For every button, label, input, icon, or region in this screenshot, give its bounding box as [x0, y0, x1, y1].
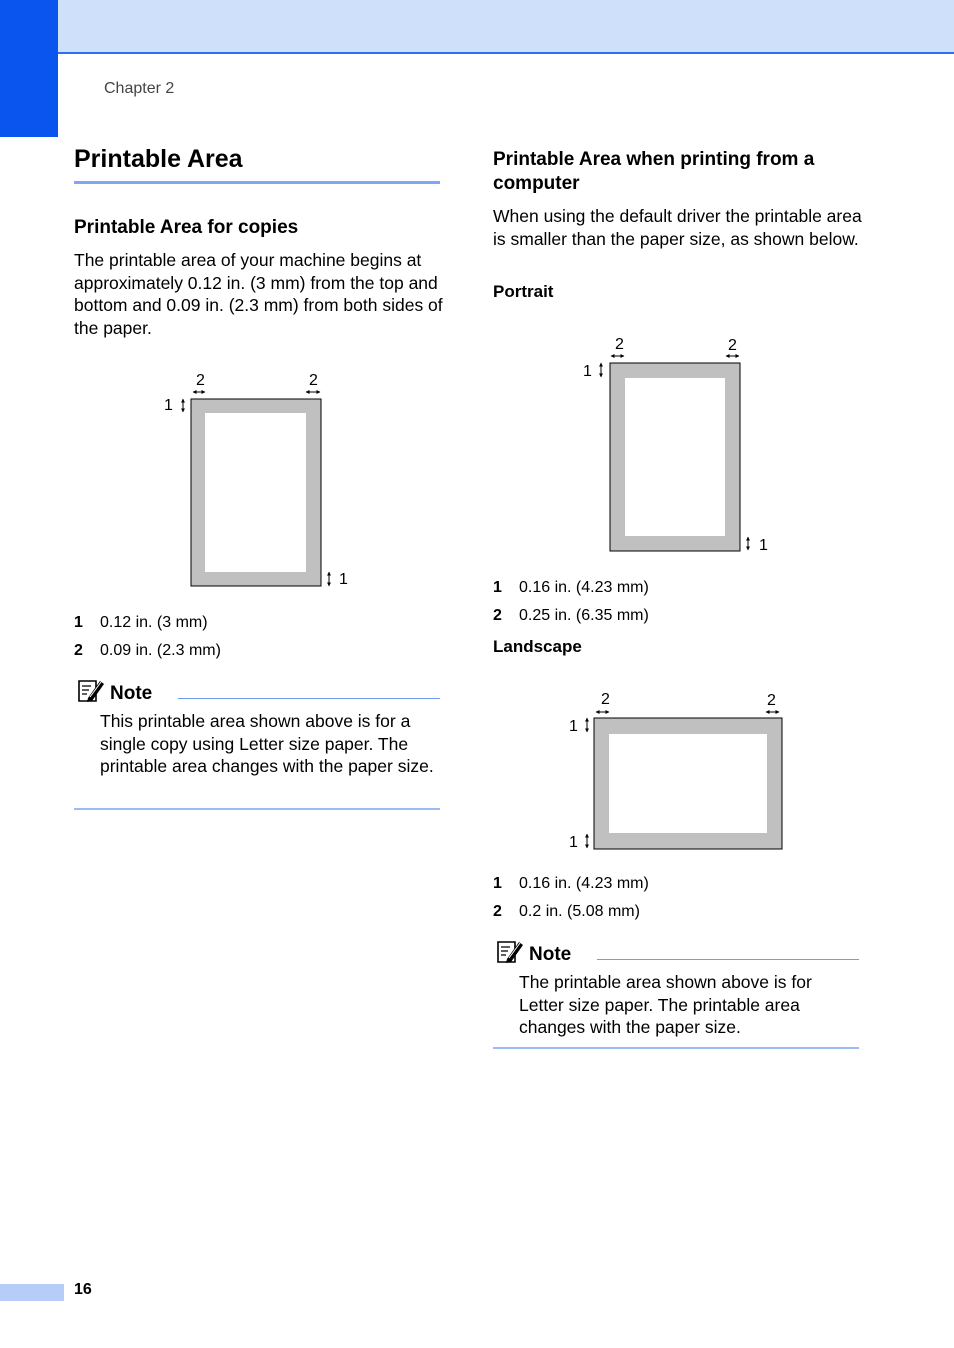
note-text: The printable area shown above is for Letter size paper. The printable area changes with the paper size.: [519, 972, 812, 1037]
computer-heading: Printable Area when printing from a computer: [493, 149, 815, 194]
note-bottom-rule: [74, 808, 440, 810]
note-pencil-icon: [495, 938, 525, 966]
callout-2-left: 2: [601, 691, 610, 708]
note-text: This printable area shown above is for a single copy using Letter size paper. The printable area changes with the paper size.: [100, 711, 434, 776]
legend-item: 2 0.2 in. (5.08 mm): [493, 903, 640, 920]
computer-body: When using the default driver the printable area is smaller than the paper size, as shown below.: [493, 206, 862, 249]
note-rule: [597, 959, 859, 960]
callout-2-left: 2: [615, 336, 624, 353]
callout-1-bottom: 1: [339, 571, 348, 588]
note-pencil-icon: [76, 677, 106, 705]
callout-1-bottom: 1: [569, 834, 578, 851]
chapter-label: Chapter 2: [104, 80, 175, 97]
callout-2-right: 2: [767, 692, 776, 709]
portrait-diagram: [570, 328, 790, 564]
title-rule: [74, 181, 440, 184]
page-title: Printable Area: [74, 145, 243, 173]
legend-item: 1 0.16 in. (4.23 mm): [493, 875, 649, 892]
legend-item: 1 0.12 in. (3 mm): [74, 614, 208, 631]
callout-2-right: 2: [309, 372, 318, 389]
portrait-label: Portrait: [493, 282, 554, 301]
copies-body: The printable area of your machine begins at approximately 0.12 in. (3 mm) from the top and bottom and 0.09 in. (2.3 mm) from both sides of the paper.: [74, 250, 443, 338]
copies-heading: Printable Area for copies: [74, 217, 299, 238]
legend-item: 1 0.16 in. (4.23 mm): [493, 579, 649, 596]
printable-area: [609, 734, 767, 833]
note-label: Note: [110, 683, 153, 704]
callout-1-top: 1: [164, 397, 173, 414]
legend-item: 2 0.25 in. (6.35 mm): [493, 607, 649, 624]
callout-2-right: 2: [728, 337, 737, 354]
note-label: Note: [529, 944, 572, 965]
copies-diagram: [150, 362, 370, 596]
chapter-tab: [0, 0, 58, 137]
callout-2-left: 2: [196, 372, 205, 389]
note-rule: [178, 698, 440, 699]
header-band: [58, 0, 954, 54]
footer-tab: [0, 1284, 64, 1301]
printable-area: [205, 413, 306, 572]
legend-item: 2 0.09 in. (2.3 mm): [74, 642, 221, 659]
landscape-label: Landscape: [493, 637, 582, 656]
page-number: 16: [74, 1281, 92, 1298]
note-bottom-rule: [493, 1047, 859, 1049]
printable-area: [625, 378, 725, 536]
callout-1-top: 1: [569, 718, 578, 735]
callout-1-top: 1: [583, 363, 592, 380]
callout-1-bottom: 1: [759, 537, 768, 554]
landscape-diagram: [560, 684, 800, 856]
